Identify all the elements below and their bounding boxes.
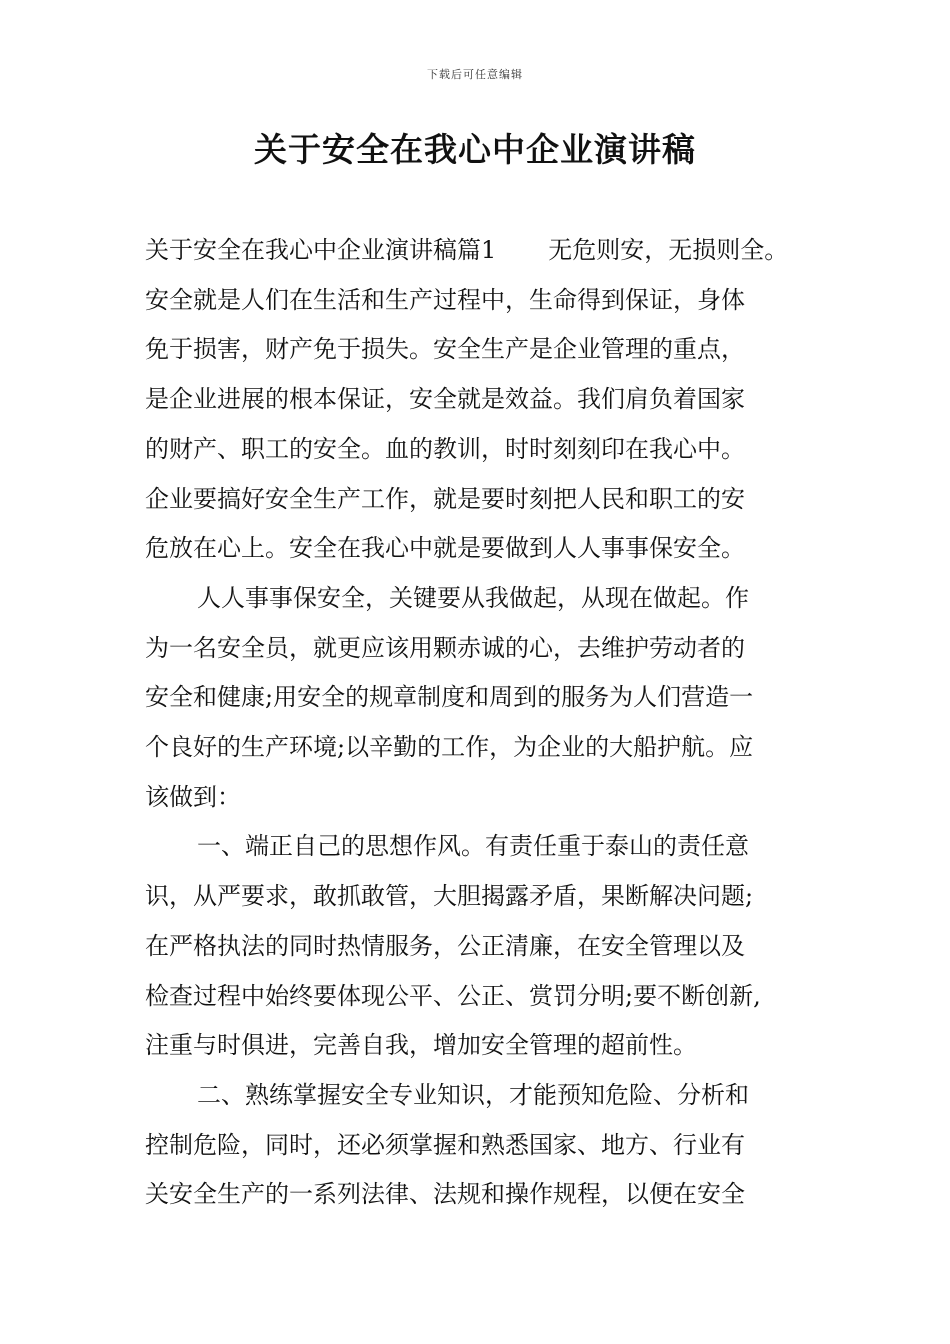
paragraph-2 bbox=[145, 574, 825, 823]
paragraph-2-line-4: 个良好的生产环境;以辛勤的工作，为企业的大船护航。应 bbox=[145, 733, 754, 762]
paragraph-3-line-5: 注重与时俱进，完善自我，增加安全管理的超前性。 bbox=[145, 1031, 697, 1060]
paragraph-1-line-1 bbox=[145, 226, 825, 276]
paragraph-1 bbox=[145, 226, 825, 574]
paragraph-4-line-1: 二、熟练掌握安全专业知识，才能预知危险、分析和 bbox=[197, 1080, 749, 1109]
document-title: 关于安全在我心中企业演讲稿 bbox=[254, 130, 696, 169]
paragraph-1-line-2: 安全就是人们在生活和生产过程中，生命得到保证，身体 bbox=[145, 285, 745, 314]
header-note: 下载后可任意编辑 bbox=[427, 68, 523, 81]
paragraph-3-line-4: 检查过程中始终要体现公平、公正、赏罚分明;要不断创新, bbox=[145, 981, 761, 1010]
paragraph-1-line-4: 是企业进展的根本保证，安全就是效益。我们肩负着国家 bbox=[145, 385, 745, 414]
paragraph-3-line-3: 在严格执法的同时热情服务，公正清廉，在安全管理以及 bbox=[145, 931, 745, 960]
paragraph-2-line-5: 该做到： bbox=[145, 782, 241, 811]
paragraph-3-line-2: 识，从严要求，敢抓敢管，大胆揭露矛盾，果断解决问题; bbox=[145, 882, 754, 911]
section-heading: 关于安全在我心中企业演讲稿篇1 bbox=[145, 236, 497, 264]
paragraph-3 bbox=[145, 822, 825, 1071]
paragraph-4-line-2: 控制危险，同时，还必须掌握和熟悉国家、地方、行业有 bbox=[145, 1130, 745, 1159]
paragraph-1-line-3: 免于损害，财产免于损失。安全生产是企业管理的重点， bbox=[145, 335, 745, 364]
paragraph-1-opening: 无危则安，无损则全。 bbox=[548, 236, 789, 264]
paragraph-2-line-2: 为一名安全员，就更应该用颗赤诚的心，去维护劳动者的 bbox=[145, 633, 745, 662]
paragraph-2-line-3: 安全和健康;用安全的规章制度和周到的服务为人们营造一 bbox=[145, 683, 754, 712]
paragraph-4 bbox=[145, 1071, 825, 1220]
paragraph-2-line-1: 人人事事保安全，关键要从我做起，从现在做起。作 bbox=[197, 583, 749, 612]
paragraph-1-line-5: 的财产、职工的安全。血的教训，时时刻刻印在我心中。 bbox=[145, 434, 745, 463]
paragraph-1-line-7: 危放在心上。安全在我心中就是要做到人人事事保安全。 bbox=[145, 534, 745, 563]
paragraph-1-line-6: 企业要搞好安全生产工作，就是要时刻把人民和职工的安 bbox=[145, 484, 745, 513]
paragraph-4-line-3: 关安全生产的一系列法律、法规和操作规程，以便在安全 bbox=[145, 1180, 745, 1209]
paragraph-3-line-1: 一、端正自己的思想作风。有责任重于泰山的责任意 bbox=[197, 832, 749, 861]
document-body bbox=[145, 226, 825, 1220]
